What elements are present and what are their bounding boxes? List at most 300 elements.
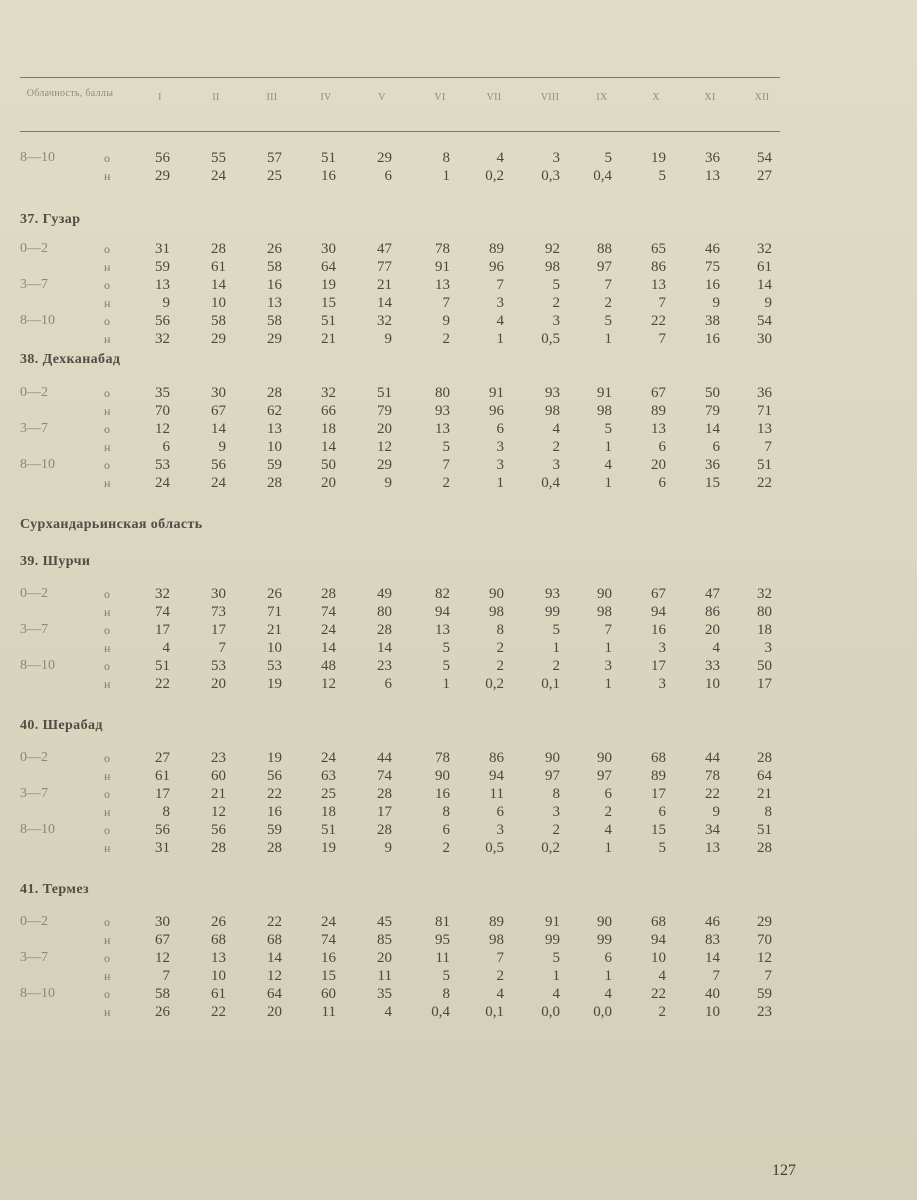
table-cell: 74 xyxy=(377,768,392,784)
table-cell: 67 xyxy=(651,385,666,401)
table-cell: 13 xyxy=(651,421,666,437)
table-cell: 30 xyxy=(757,331,772,347)
table-cell: 3 xyxy=(496,295,504,311)
table-cell: 36 xyxy=(705,150,720,166)
cloud-type-label: о xyxy=(104,787,110,801)
table-row xyxy=(20,821,780,839)
table-cell: 11 xyxy=(377,968,392,984)
table-cell: 5 xyxy=(552,622,560,638)
table-cell: 98 xyxy=(597,604,612,620)
table-row xyxy=(20,949,780,967)
table-cell: 98 xyxy=(489,604,504,620)
table-cell: 6 xyxy=(658,439,666,455)
table-cell: 28 xyxy=(757,750,772,766)
table-cell: 23 xyxy=(377,658,392,674)
table-cell: 70 xyxy=(757,932,772,948)
table-cell: 9 xyxy=(162,295,170,311)
station-title-39: 39. Шурчи xyxy=(20,554,91,569)
table-cell: 50 xyxy=(757,658,772,674)
table-cell: 12 xyxy=(155,421,170,437)
table-cell: 29 xyxy=(377,150,392,166)
table-cell: 1 xyxy=(552,968,560,984)
table-cell: 25 xyxy=(321,786,336,802)
cloud-range-label: 3—7 xyxy=(20,277,48,292)
table-cell: 59 xyxy=(757,986,772,1002)
table-cell: 16 xyxy=(651,622,666,638)
station-rows-39 xyxy=(20,585,780,693)
table-cell: 10 xyxy=(651,950,666,966)
table-cell: 14 xyxy=(705,421,720,437)
table-cell: 12 xyxy=(377,439,392,455)
table-cell: 2 xyxy=(552,658,560,674)
table-cell: 44 xyxy=(705,750,720,766)
table-cell: 1 xyxy=(604,439,612,455)
cloud-type-label: о xyxy=(104,458,110,472)
table-cell: 67 xyxy=(211,403,226,419)
table-cell: 3 xyxy=(604,658,612,674)
station-title-38: 38. Дехканабад xyxy=(20,352,121,367)
cloud-range-label: 3—7 xyxy=(20,950,48,965)
table-cell: 97 xyxy=(597,259,612,275)
table-cell: 53 xyxy=(211,658,226,674)
table-cell: 7 xyxy=(496,277,504,293)
table-cell: 94 xyxy=(435,604,450,620)
table-cell: 11 xyxy=(435,950,450,966)
table-cell: 26 xyxy=(267,586,282,602)
table-cell: 17 xyxy=(211,622,226,638)
cloud-type-label: н xyxy=(104,440,111,454)
table-cell: 0,4 xyxy=(431,1004,450,1020)
table-cell: 91 xyxy=(435,259,450,275)
table-cell: 2 xyxy=(658,1004,666,1020)
table-cell: 75 xyxy=(705,259,720,275)
table-cell: 68 xyxy=(211,932,226,948)
table-cell: 14 xyxy=(211,421,226,437)
table-cell: 35 xyxy=(377,986,392,1002)
cloud-type-label: н xyxy=(104,404,111,418)
table-cell: 51 xyxy=(757,822,772,838)
table-cell: 97 xyxy=(545,768,560,784)
table-cell: 32 xyxy=(757,586,772,602)
cloud-type-label: о xyxy=(104,386,110,400)
table-cell: 74 xyxy=(321,932,336,948)
table-cell: 14 xyxy=(321,439,336,455)
table-cell: 28 xyxy=(757,840,772,856)
month-header: X xyxy=(652,92,660,103)
table-cell: 61 xyxy=(155,768,170,784)
table-cell: 0,2 xyxy=(541,840,560,856)
page-number: 127 xyxy=(772,1162,796,1179)
table-cell: 4 xyxy=(496,986,504,1002)
table-cell: 26 xyxy=(211,914,226,930)
table-cell: 22 xyxy=(267,786,282,802)
table-cell: 79 xyxy=(705,403,720,419)
table-cell: 28 xyxy=(267,475,282,491)
table-cell: 13 xyxy=(705,168,720,184)
cloud-range-label: 8—10 xyxy=(20,986,55,1001)
table-row xyxy=(20,767,780,785)
table-cell: 4 xyxy=(604,986,612,1002)
station-title-40: 40. Шерабад xyxy=(20,718,103,733)
month-header: XII xyxy=(754,92,770,103)
table-cell: 23 xyxy=(757,1004,772,1020)
table-cell: 5 xyxy=(552,277,560,293)
cloud-type-label: н xyxy=(104,260,111,274)
table-cell: 7 xyxy=(442,295,450,311)
table-cell: 90 xyxy=(597,914,612,930)
table-cell: 61 xyxy=(757,259,772,275)
table-cell: 28 xyxy=(377,786,392,802)
table-cell: 56 xyxy=(211,457,226,473)
table-cell: 53 xyxy=(155,457,170,473)
table-cell: 1 xyxy=(496,475,504,491)
table-cell: 13 xyxy=(435,277,450,293)
table-cell: 28 xyxy=(267,385,282,401)
table-cell: 7 xyxy=(218,640,226,656)
table-cell: 29 xyxy=(377,457,392,473)
table-row xyxy=(20,384,780,402)
month-header: IV xyxy=(320,92,332,103)
table-cell: 9 xyxy=(712,804,720,820)
table-cell: 13 xyxy=(211,950,226,966)
table-cell: 24 xyxy=(321,914,336,930)
table-cell: 38 xyxy=(705,313,720,329)
table-cell: 18 xyxy=(321,421,336,437)
table-cell: 54 xyxy=(757,313,772,329)
table-row xyxy=(20,585,780,603)
month-header: XI xyxy=(704,92,716,103)
table-cell: 99 xyxy=(545,932,560,948)
table-cell: 78 xyxy=(435,241,450,257)
cloud-type-label: о xyxy=(104,314,110,328)
table-cell: 68 xyxy=(267,932,282,948)
table-cell: 7 xyxy=(604,277,612,293)
table-cell: 27 xyxy=(155,750,170,766)
table-cell: 13 xyxy=(155,277,170,293)
table-cell: 9 xyxy=(712,295,720,311)
table-cell: 7 xyxy=(764,439,772,455)
table-cell: 2 xyxy=(442,840,450,856)
table-cell: 9 xyxy=(764,295,772,311)
table-cell: 6 xyxy=(496,421,504,437)
table-cell: 34 xyxy=(705,822,720,838)
month-header: VIII xyxy=(540,92,560,103)
table-cell: 1 xyxy=(604,676,612,692)
table-cell: 22 xyxy=(757,475,772,491)
cloud-range-label: 8—10 xyxy=(20,658,55,673)
table-cell: 10 xyxy=(705,676,720,692)
table-cell: 94 xyxy=(651,932,666,948)
cloud-type-label: н xyxy=(104,476,111,490)
table-cell: 3 xyxy=(496,457,504,473)
table-cell: 29 xyxy=(757,914,772,930)
table-row xyxy=(20,839,780,857)
cloud-type-label: н xyxy=(104,841,111,855)
table-cell: 22 xyxy=(651,313,666,329)
cloud-type-label: о xyxy=(104,823,110,837)
cloud-type-label: н xyxy=(104,969,111,983)
table-cell: 89 xyxy=(651,768,666,784)
table-cell: 10 xyxy=(211,295,226,311)
table-cell: 36 xyxy=(705,457,720,473)
table-cell: 98 xyxy=(489,932,504,948)
table-row xyxy=(20,1003,780,1021)
table-row xyxy=(20,785,780,803)
table-cell: 82 xyxy=(435,586,450,602)
table-cell: 13 xyxy=(435,421,450,437)
table-cell: 2 xyxy=(552,439,560,455)
table-cell: 14 xyxy=(321,640,336,656)
table-cell: 54 xyxy=(757,150,772,166)
table-cell: 16 xyxy=(267,804,282,820)
table-cell: 20 xyxy=(377,421,392,437)
cloud-type-label: о xyxy=(104,987,110,1001)
table-cell: 59 xyxy=(155,259,170,275)
table-row xyxy=(20,402,780,420)
table-cell: 49 xyxy=(377,586,392,602)
table-cell: 98 xyxy=(545,403,560,419)
table-cell: 22 xyxy=(705,786,720,802)
table-cell: 60 xyxy=(321,986,336,1002)
table-cell: 2 xyxy=(496,640,504,656)
table-cell: 99 xyxy=(597,932,612,948)
table-cell: 30 xyxy=(211,586,226,602)
table-cell: 10 xyxy=(267,439,282,455)
table-cell: 4 xyxy=(496,150,504,166)
cloud-range-label: 0—2 xyxy=(20,241,48,256)
table-cell: 51 xyxy=(377,385,392,401)
table-cell: 51 xyxy=(321,313,336,329)
table-cell: 16 xyxy=(267,277,282,293)
table-cell: 0,5 xyxy=(541,331,560,347)
table-cell: 7 xyxy=(658,295,666,311)
table-cell: 24 xyxy=(321,750,336,766)
table-cell: 19 xyxy=(651,150,666,166)
table-cell: 8 xyxy=(442,986,450,1002)
cloud-range-label: 3—7 xyxy=(20,622,48,637)
table-cell: 56 xyxy=(155,822,170,838)
table-cell: 58 xyxy=(267,259,282,275)
table-cell: 3 xyxy=(658,640,666,656)
table-cell: 21 xyxy=(211,786,226,802)
table-cell: 17 xyxy=(651,658,666,674)
table-cell: 6 xyxy=(162,439,170,455)
table-cell: 47 xyxy=(705,586,720,602)
table-cell: 1 xyxy=(604,331,612,347)
table-cell: 18 xyxy=(757,622,772,638)
station-rows-38 xyxy=(20,384,780,492)
table-cell: 32 xyxy=(757,241,772,257)
table-cell: 46 xyxy=(705,241,720,257)
table-cell: 65 xyxy=(651,241,666,257)
table-cell: 64 xyxy=(757,768,772,784)
table-cell: 28 xyxy=(321,586,336,602)
table-cell: 29 xyxy=(155,168,170,184)
table-cell: 8 xyxy=(496,622,504,638)
table-cell: 51 xyxy=(757,457,772,473)
table-cell: 33 xyxy=(705,658,720,674)
table-cell: 18 xyxy=(321,804,336,820)
table-cell: 13 xyxy=(705,840,720,856)
table-cell: 2 xyxy=(552,822,560,838)
table-cell: 7 xyxy=(162,968,170,984)
table-cell: 16 xyxy=(705,331,720,347)
table-cell: 24 xyxy=(211,168,226,184)
table-cell: 91 xyxy=(597,385,612,401)
table-cell: 62 xyxy=(267,403,282,419)
table-cell: 6 xyxy=(658,804,666,820)
table-cell: 90 xyxy=(489,586,504,602)
table-header-bottom-rule xyxy=(20,131,780,132)
cloud-type-label: н xyxy=(104,769,111,783)
station-rows-37 xyxy=(20,240,780,348)
cloud-range-label: 8—10 xyxy=(20,313,55,328)
table-cell: 74 xyxy=(321,604,336,620)
table-cell: 50 xyxy=(705,385,720,401)
table-cell: 78 xyxy=(705,768,720,784)
table-cell: 50 xyxy=(321,457,336,473)
table-cell: 7 xyxy=(712,968,720,984)
table-cell: 2 xyxy=(442,331,450,347)
table-cell: 17 xyxy=(757,676,772,692)
table-cell: 55 xyxy=(211,150,226,166)
table-cell: 90 xyxy=(597,586,612,602)
table-cell: 93 xyxy=(545,586,560,602)
table-cell: 20 xyxy=(321,475,336,491)
table-cell: 1 xyxy=(442,676,450,692)
table-cell: 12 xyxy=(321,676,336,692)
table-cell: 31 xyxy=(155,840,170,856)
header-cloudiness-label: Облачность, баллы xyxy=(26,88,114,99)
table-cell: 64 xyxy=(321,259,336,275)
cloud-type-label: н xyxy=(104,933,111,947)
table-cell: 17 xyxy=(155,622,170,638)
table-cell: 0,4 xyxy=(593,168,612,184)
table-cell: 86 xyxy=(705,604,720,620)
table-cell: 7 xyxy=(658,331,666,347)
table-cell: 32 xyxy=(377,313,392,329)
table-cell: 19 xyxy=(321,840,336,856)
table-row xyxy=(20,967,780,985)
table-cell: 7 xyxy=(442,457,450,473)
table-cell: 22 xyxy=(267,914,282,930)
table-cell: 4 xyxy=(604,822,612,838)
table-cell: 9 xyxy=(384,331,392,347)
table-cell: 99 xyxy=(545,604,560,620)
cloud-type-label: н xyxy=(104,296,111,310)
table-cell: 21 xyxy=(267,622,282,638)
table-cell: 28 xyxy=(267,840,282,856)
table-cell: 60 xyxy=(211,768,226,784)
table-cell: 56 xyxy=(155,150,170,166)
table-cell: 13 xyxy=(757,421,772,437)
table-cell: 14 xyxy=(267,950,282,966)
table-cell: 64 xyxy=(267,986,282,1002)
table-cell: 21 xyxy=(757,786,772,802)
table-cell: 16 xyxy=(705,277,720,293)
table-cell: 6 xyxy=(604,950,612,966)
table-cell: 77 xyxy=(377,259,392,275)
table-cell: 4 xyxy=(496,313,504,329)
cloud-type-label: о xyxy=(104,587,110,601)
table-cell: 23 xyxy=(211,750,226,766)
table-cell: 8 xyxy=(162,804,170,820)
cloud-range-label: 8—10 xyxy=(20,822,55,837)
table-cell: 16 xyxy=(321,168,336,184)
cloud-type-label: н xyxy=(104,169,111,183)
table-cell: 30 xyxy=(155,914,170,930)
table-cell: 8 xyxy=(552,786,560,802)
table-cell: 5 xyxy=(604,150,612,166)
table-cell: 6 xyxy=(658,475,666,491)
table-cell: 0,2 xyxy=(485,676,504,692)
table-cell: 20 xyxy=(705,622,720,638)
table-cell: 83 xyxy=(705,932,720,948)
table-cell: 5 xyxy=(604,313,612,329)
cloud-type-label: н xyxy=(104,805,111,819)
table-cell: 86 xyxy=(489,750,504,766)
table-cell: 94 xyxy=(489,768,504,784)
table-cell: 0,0 xyxy=(593,1004,612,1020)
table-cell: 6 xyxy=(384,168,392,184)
table-cell: 73 xyxy=(211,604,226,620)
table-cell: 5 xyxy=(442,439,450,455)
table-cell: 14 xyxy=(211,277,226,293)
month-header: II xyxy=(212,92,220,103)
document-page xyxy=(20,0,796,1200)
table-cell: 3 xyxy=(658,676,666,692)
month-header: VII xyxy=(486,92,502,103)
table-cell: 70 xyxy=(155,403,170,419)
table-cell: 2 xyxy=(442,475,450,491)
cloud-type-label: о xyxy=(104,278,110,292)
table-cell: 61 xyxy=(211,259,226,275)
table-cell: 80 xyxy=(435,385,450,401)
table-cell: 30 xyxy=(211,385,226,401)
table-cell: 56 xyxy=(155,313,170,329)
table-cell: 2 xyxy=(604,804,612,820)
table-cell: 2 xyxy=(496,968,504,984)
table-cell: 8 xyxy=(764,804,772,820)
table-cell: 13 xyxy=(267,421,282,437)
table-cell: 59 xyxy=(267,457,282,473)
table-row xyxy=(20,456,780,474)
station-rows-41 xyxy=(20,913,780,1021)
cloud-type-label: о xyxy=(104,951,110,965)
table-row xyxy=(20,330,780,348)
table-cell: 32 xyxy=(321,385,336,401)
table-cell: 3 xyxy=(552,457,560,473)
month-header: I xyxy=(158,92,162,103)
cloud-type-label: о xyxy=(104,623,110,637)
table-cell: 28 xyxy=(377,622,392,638)
table-cell: 28 xyxy=(211,840,226,856)
table-cell: 17 xyxy=(377,804,392,820)
table-cell: 5 xyxy=(658,168,666,184)
table-cell: 0,3 xyxy=(541,168,560,184)
table-cell: 88 xyxy=(597,241,612,257)
table-cell: 91 xyxy=(545,914,560,930)
table-row xyxy=(20,675,780,693)
table-row xyxy=(20,913,780,931)
table-cell: 9 xyxy=(384,475,392,491)
table-cell: 24 xyxy=(321,622,336,638)
table-cell: 67 xyxy=(651,586,666,602)
table-cell: 96 xyxy=(489,403,504,419)
table-cell: 98 xyxy=(545,259,560,275)
cloud-type-label: н xyxy=(104,332,111,346)
table-row xyxy=(20,258,780,276)
